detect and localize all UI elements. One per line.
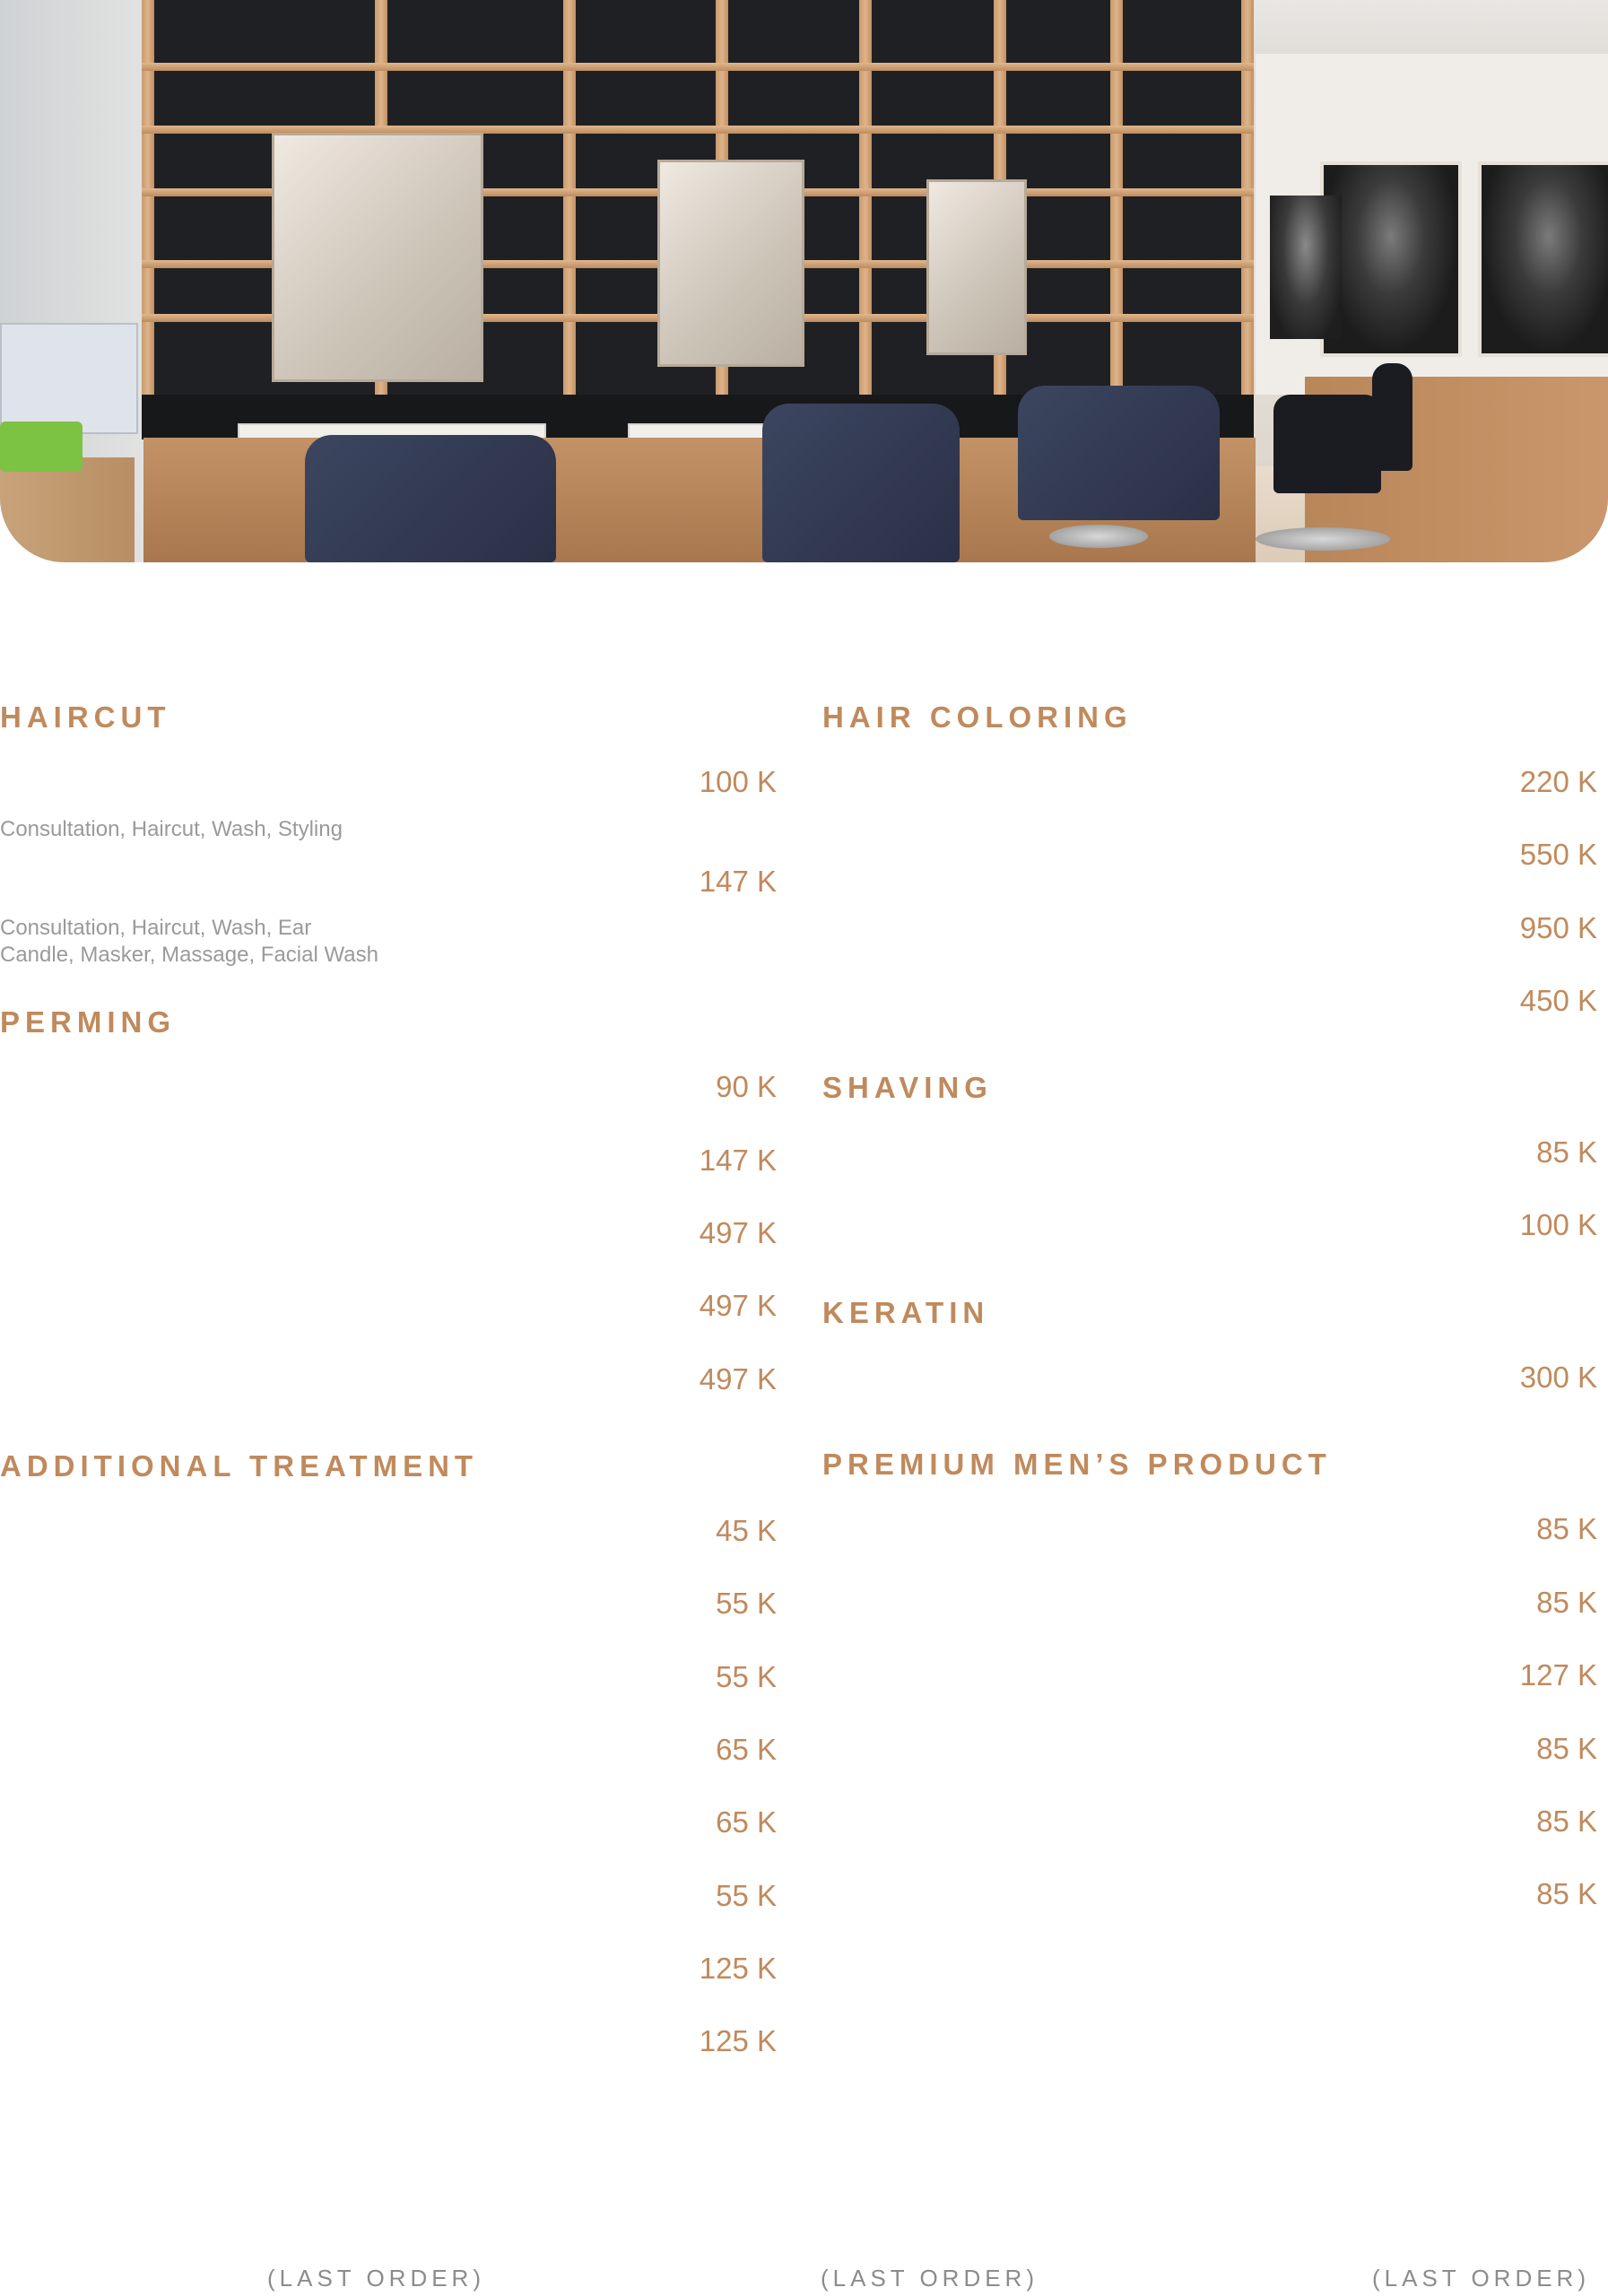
last-order-label: (LAST ORDER) (821, 2265, 1039, 2292)
price-additional-1: 45 K (716, 1514, 777, 1547)
price-shaving-1: 85 K (1536, 1135, 1597, 1169)
category-title-haircut: HAIRCUT (0, 700, 171, 734)
price-hair-coloring-4: 450 K (1519, 984, 1597, 1017)
barber-chair-back (1372, 363, 1412, 471)
left-cabinet (0, 457, 135, 562)
price-premium-product-1: 85 K (1536, 1512, 1597, 1545)
category-title-additional-treatment: ADDITIONAL TREATMENT (0, 1449, 479, 1483)
mirror (657, 160, 804, 367)
chair-cape (1018, 386, 1220, 520)
last-order-label: (LAST ORDER) (267, 2265, 485, 2292)
barber-chair (1273, 395, 1381, 493)
price-additional-8: 125 K (699, 2024, 777, 2057)
price-perming-5: 497 K (699, 1362, 777, 1396)
fridge (0, 323, 138, 434)
chair-cape (305, 435, 556, 562)
price-haircut-2: 147 K (699, 865, 777, 898)
price-premium-product-4: 85 K (1536, 1732, 1597, 1765)
mirror (926, 179, 1027, 355)
price-premium-product-2: 85 K (1536, 1586, 1597, 1619)
chair-base (1256, 527, 1390, 551)
price-additional-6: 55 K (716, 1879, 777, 1912)
price-premium-product-3: 127 K (1519, 1658, 1597, 1692)
price-hair-coloring-1: 220 K (1519, 765, 1597, 798)
description-haircut-2-line-2: Candle, Masker, Massage, Facial Wash (0, 943, 378, 967)
hero-photo (0, 0, 1608, 562)
price-haircut-1: 100 K (699, 765, 777, 798)
price-premium-product-6: 85 K (1536, 1877, 1597, 1910)
price-additional-4: 65 K (716, 1733, 777, 1766)
chair-base (1049, 525, 1148, 548)
category-title-premium-mens-product: PREMIUM MEN’S PRODUCT (822, 1448, 1332, 1481)
price-perming-3: 497 K (699, 1216, 777, 1249)
price-perming-2: 147 K (699, 1144, 777, 1177)
model-poster (1478, 161, 1608, 357)
category-title-shaving: SHAVING (822, 1071, 993, 1104)
poster-small (1270, 196, 1342, 339)
last-order-label: (LAST ORDER) (1372, 2265, 1590, 2292)
mirror (272, 133, 483, 382)
description-haircut-2-line-1: Consultation, Haircut, Wash, Ear (0, 916, 312, 940)
price-keratin-1: 300 K (1519, 1361, 1597, 1394)
category-title-perming: PERMING (0, 1005, 177, 1039)
price-hair-coloring-3: 950 K (1519, 911, 1597, 944)
category-title-keratin: KERATIN (822, 1296, 990, 1329)
price-shaving-2: 100 K (1519, 1208, 1597, 1241)
price-additional-2: 55 K (716, 1587, 777, 1620)
description-haircut-1: Consultation, Haircut, Wash, Styling (0, 817, 343, 841)
price-additional-3: 55 K (716, 1660, 777, 1693)
shelf-wall (142, 0, 1254, 439)
price-additional-5: 65 K (716, 1805, 777, 1839)
price-perming-1: 90 K (716, 1070, 777, 1103)
price-premium-product-5: 85 K (1536, 1805, 1597, 1838)
price-perming-4: 497 K (699, 1289, 777, 1322)
price-additional-7: 125 K (699, 1952, 777, 1985)
category-title-hair-coloring: HAIR COLORING (822, 700, 1133, 734)
price-hair-coloring-2: 550 K (1519, 838, 1597, 871)
chair-cape (762, 404, 960, 562)
green-box (0, 422, 83, 472)
